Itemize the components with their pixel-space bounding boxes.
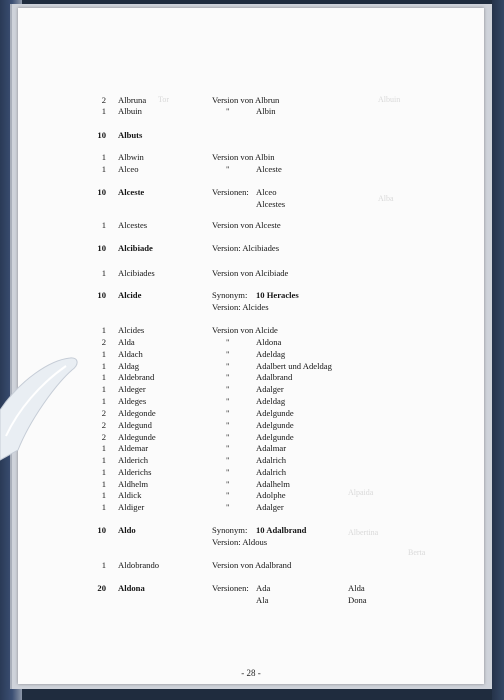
frequency-number: 1 xyxy=(101,560,106,570)
related-name: Adalrich xyxy=(256,455,287,465)
relation-text: Versionen: xyxy=(212,583,249,593)
binder-clip xyxy=(0,340,90,470)
frequency-number: 1 xyxy=(101,372,106,382)
frequency-number: 1 xyxy=(101,502,106,512)
name-entry: Alcestes xyxy=(118,220,148,230)
name-entry: Albwin xyxy=(118,152,144,162)
name-entry: Aldobrando xyxy=(118,560,160,570)
index-row xyxy=(18,501,484,513)
name-entry: Aldach xyxy=(118,349,143,359)
name-entry: Aldag xyxy=(118,361,140,371)
ditto-mark: " xyxy=(226,479,230,489)
ditto-mark: " xyxy=(226,372,230,382)
related-name: Albin xyxy=(256,106,276,116)
relation-text: Version von Albrun xyxy=(212,95,280,105)
name-entry: Alderichs xyxy=(118,467,152,477)
name-entry: Albruna xyxy=(118,95,147,105)
frequency-number: 10 xyxy=(97,290,106,300)
related-name: Adeldag xyxy=(256,396,286,406)
frequency-number: 1 xyxy=(101,384,106,394)
frequency-number: 1 xyxy=(101,361,106,371)
index-row xyxy=(18,301,484,313)
bleed-through-text: Alpaida xyxy=(348,488,374,497)
index-row xyxy=(18,198,484,210)
frequency-number: 2 xyxy=(101,337,106,347)
ditto-mark: " xyxy=(226,361,230,371)
name-entry: Alcibiades xyxy=(118,268,155,278)
frequency-number: 10 xyxy=(97,525,106,535)
related-name: Alceo xyxy=(256,187,277,197)
name-entry: Aldona xyxy=(118,583,145,593)
relation-text: Version von Albin xyxy=(212,152,275,162)
frequency-number: 1 xyxy=(101,325,106,335)
ditto-mark: " xyxy=(226,502,230,512)
name-entry: Aldick xyxy=(118,490,142,500)
ditto-mark: " xyxy=(226,432,230,442)
index-row xyxy=(18,524,484,536)
related-name: Adelgunde xyxy=(256,432,294,442)
related-name: Adeldag xyxy=(256,349,286,359)
related-name-extra: Dona xyxy=(348,595,367,605)
name-entry: Aldegunde xyxy=(118,432,156,442)
relation-text: Version von Alcibiade xyxy=(212,268,289,278)
name-entry: Aldegonde xyxy=(118,408,156,418)
ditto-mark: " xyxy=(226,106,230,116)
name-entry: Aldeger xyxy=(118,384,146,394)
index-row xyxy=(18,324,484,336)
index-row xyxy=(18,289,484,301)
ditto-mark: " xyxy=(226,455,230,465)
related-name: Adalbert und Adeldag xyxy=(256,361,332,371)
related-name: Aldona xyxy=(256,337,282,347)
ditto-mark: " xyxy=(226,408,230,418)
frequency-number: 1 xyxy=(101,220,106,230)
relation-text: Version: Alcides xyxy=(212,302,269,312)
related-name: Adelgunde xyxy=(256,420,294,430)
relation-text: Version von Alcide xyxy=(212,325,278,335)
index-row xyxy=(18,163,484,175)
frequency-number: 1 xyxy=(101,164,106,174)
index-row xyxy=(18,267,484,279)
ditto-mark: " xyxy=(226,443,230,453)
name-entry: Aldeges xyxy=(118,396,147,406)
relation-text: Version: Alcibiades xyxy=(212,243,280,253)
ditto-mark: " xyxy=(226,490,230,500)
name-entry: Alda xyxy=(118,337,135,347)
ditto-mark: " xyxy=(226,349,230,359)
name-entry: Alceo xyxy=(118,164,139,174)
related-name: Ala xyxy=(256,595,269,605)
related-name: Adelgunde xyxy=(256,408,294,418)
ditto-mark: " xyxy=(226,384,230,394)
related-name-extra: Alda xyxy=(348,583,365,593)
related-name: Adalmar xyxy=(256,443,287,453)
cover-edge xyxy=(492,0,504,700)
related-name: Adalbrand xyxy=(256,372,293,382)
related-name: Adalger xyxy=(256,384,284,394)
index-row xyxy=(18,594,484,606)
bleed-through-text: Tor xyxy=(158,95,169,104)
relation-text: Version von Alceste xyxy=(212,220,281,230)
index-row xyxy=(18,536,484,548)
frequency-number: 10 xyxy=(97,187,106,197)
index-row xyxy=(18,186,484,198)
name-entry: Aldegund xyxy=(118,420,152,430)
index-row xyxy=(18,219,484,231)
ditto-mark: " xyxy=(226,420,230,430)
bleed-through-text: Albuin xyxy=(378,95,401,104)
frequency-number: 1 xyxy=(101,443,106,453)
frequency-number: 1 xyxy=(101,349,106,359)
frequency-number: 2 xyxy=(101,95,106,105)
page-number: - 28 - xyxy=(241,668,261,678)
name-entry: Alceste xyxy=(118,187,145,197)
frequency-number: 1 xyxy=(101,455,106,465)
ditto-mark: " xyxy=(226,467,230,477)
frequency-number: 20 xyxy=(97,583,106,593)
frequency-number: 1 xyxy=(101,479,106,489)
frequency-number: 1 xyxy=(101,268,106,278)
frequency-number: 10 xyxy=(97,130,106,140)
relation-text: Synonym: xyxy=(212,290,248,300)
related-name: Alceste xyxy=(256,164,282,174)
frequency-number: 1 xyxy=(101,152,106,162)
name-entry: Aldhelm xyxy=(118,479,149,489)
index-row xyxy=(18,489,484,501)
index-row xyxy=(18,151,484,163)
related-name: 10 Adalbrand xyxy=(256,525,307,535)
frequency-number: 1 xyxy=(101,467,106,477)
name-entry: Alcide xyxy=(118,290,142,300)
relation-text: Version: Aldous xyxy=(212,537,268,547)
ditto-mark: " xyxy=(226,396,230,406)
relation-text: Version von Adalbrand xyxy=(212,560,292,570)
related-name: Adalrich xyxy=(256,467,287,477)
related-name: Alcestes xyxy=(256,199,286,209)
frequency-number: 2 xyxy=(101,408,106,418)
related-name: Adalger xyxy=(256,502,284,512)
name-entry: Alcibiade xyxy=(118,243,153,253)
name-entry: Alderich xyxy=(118,455,149,465)
index-row xyxy=(18,559,484,571)
index-row xyxy=(18,105,484,117)
name-entry: Aldiger xyxy=(118,502,145,512)
name-entry: Aldo xyxy=(118,525,136,535)
frequency-number: 2 xyxy=(101,432,106,442)
bleed-through-text: Albertina xyxy=(348,528,379,537)
index-row xyxy=(18,242,484,254)
index-row xyxy=(18,129,484,141)
name-entry: Albuts xyxy=(118,130,143,140)
name-entry: Aldebrand xyxy=(118,372,155,382)
bleed-through-text: Alba xyxy=(378,194,394,203)
frequency-number: 10 xyxy=(97,243,106,253)
frequency-number: 1 xyxy=(101,106,106,116)
frequency-number: 2 xyxy=(101,420,106,430)
relation-text: Synonym: xyxy=(212,525,248,535)
related-name: Ada xyxy=(256,583,271,593)
name-entry: Alcides xyxy=(118,325,145,335)
relation-text: Versionen: xyxy=(212,187,249,197)
related-name: Adalhelm xyxy=(256,479,290,489)
bleed-through-text: Berta xyxy=(408,548,426,557)
related-name: Adolphe xyxy=(256,490,286,500)
ditto-mark: " xyxy=(226,164,230,174)
name-entry: Aldemar xyxy=(118,443,149,453)
ditto-mark: " xyxy=(226,337,230,347)
name-entry: Albuin xyxy=(118,106,142,116)
related-name: 10 Heracles xyxy=(256,290,299,300)
frequency-number: 1 xyxy=(101,490,106,500)
index-row xyxy=(18,582,484,594)
frequency-number: 1 xyxy=(101,396,106,406)
